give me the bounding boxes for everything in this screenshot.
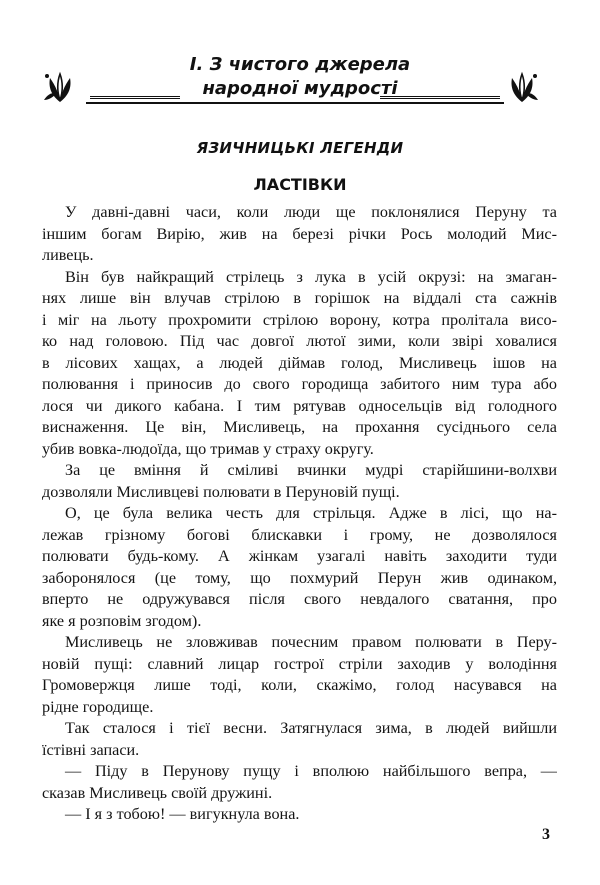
text-line: дозволяли Мисливцеві полювати в Перуновій пущі. [42, 482, 400, 501]
story-title: ЛАСТІВКИ [253, 175, 347, 194]
text-line: полювати будь-кому. А жінкам узагалі навіть заходити туди [42, 547, 557, 565]
floral-ornament-icon [504, 70, 540, 106]
text-line: ливець. [42, 246, 94, 264]
chapter-title-line1: I. З чистого джерела [189, 54, 411, 75]
text-line: вперто не одружувався після свого невдалого сватання, про [42, 590, 557, 608]
text-line: Мисливець не зловживав почесним правом полювати в Перу- [65, 633, 557, 651]
text-line: і міг на льоту прохромити стрілою ворону, котра пролітала висо- [42, 310, 557, 329]
text-line: Громовержця лише тоді, коли, скажімо, голод насувався на [42, 676, 557, 694]
section-title: ЯЗИЧНИЦЬКІ ЛЕГЕНДИ [196, 139, 404, 157]
text-line: полювання і приносив до свого городища забитого ним тура або [42, 375, 557, 393]
text-line: нях лише він влучав стрілою в горішок на віддалі ста сажнів [42, 289, 557, 307]
text-line: іншим богам Вирію, жив на березі річки Рось молодий Мис- [42, 224, 557, 243]
header-rule-right [380, 96, 500, 99]
page-number: 3 [542, 826, 550, 843]
text-line: — Піду в Перунову пущу і вполюю найбільшого вепра, — [65, 762, 557, 780]
text-line: Він був найкращий стрілець з лука в усій окрузі: на змаган- [65, 267, 557, 286]
chapter-header [0, 40, 600, 110]
text-line: Так сталося і тієї весни. Затягнулася зима, в людей вийшли [65, 719, 557, 737]
text-line: лося чи дикого кабана. І тим рятував односельців від голодного [42, 396, 557, 415]
text-line: — І я з тобою! — вигукнула вона. [65, 805, 300, 823]
header-underline [86, 102, 504, 104]
text-line: лежав грізному богові блискавки і грому, не дозволялося [42, 525, 557, 544]
text-line: О, це була велика честь для стрільця. Адже в лісі, що на- [65, 504, 557, 522]
text-line: новій пущі: славний лицар гострої стріли заходив у володіння [42, 654, 557, 673]
chapter-title-line2: народної мудрості [202, 78, 398, 99]
text-line: в лісових хащах, а людей діймав голод, Мисливець ішов на [42, 353, 557, 372]
text-line: їстівні запаси. [42, 740, 140, 759]
text-line: ко над головою. Під час довгої лютої зими, коли звірі ховалися [42, 332, 557, 350]
text-line: сказав Мисливець своїй дружині. [42, 783, 273, 802]
text-line: убив вовка-людоїда, що тримав у страху округу. [42, 439, 374, 458]
story-body [42, 202, 557, 826]
text-line: виснаження. Це він, Мисливець, на прохання сусіднього села [42, 418, 557, 436]
text-line: рідне городище. [42, 697, 154, 716]
text-line: заборонялося (це тому, що похмурий Перун жив одинаком, [42, 568, 557, 587]
text-line: яке я розповім згодом). [42, 611, 202, 630]
text-line: У давні-давні часи, коли люди ще поклонялися Перуну та [65, 203, 557, 221]
text-line: За це вміння й сміливі вчинки мудрі старійшини-волхви [65, 461, 557, 479]
